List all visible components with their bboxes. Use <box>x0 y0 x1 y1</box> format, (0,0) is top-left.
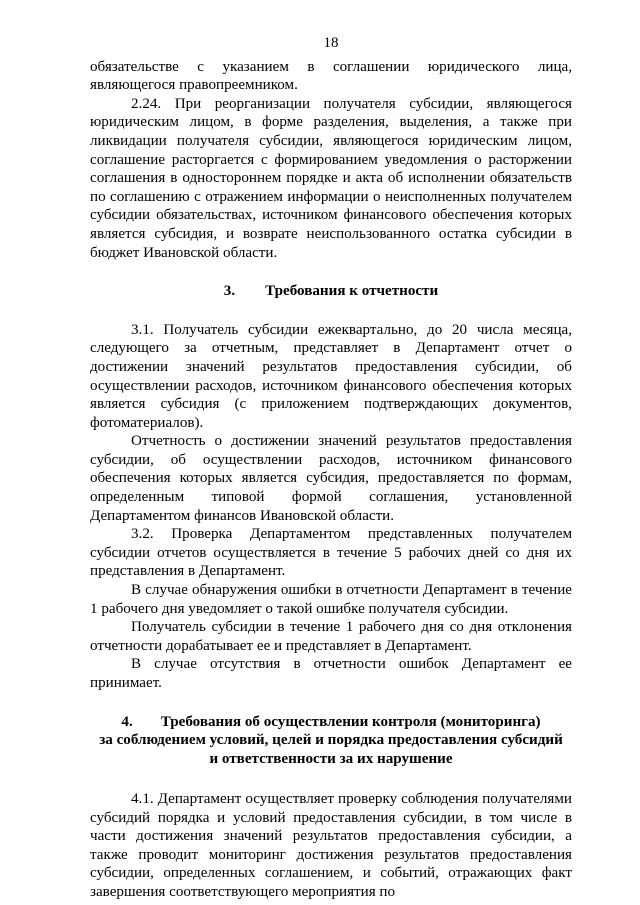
section-3-heading <box>90 282 572 301</box>
section-3-number: 3. <box>223 283 236 300</box>
section-4-title-line-3: и ответственности за их нарушение <box>209 751 453 768</box>
paragraph-intro: обязательстве с указанием в соглашении юридического лица, являющегося правопреемником. <box>90 58 572 94</box>
paragraph-error-found: В случае обнаружения ошибки в отчетности Департамент в течение 1 рабочего дня уведомляет о такой ошибке получателя субсидии. <box>90 582 572 617</box>
page-number: 18 <box>323 35 339 51</box>
section-4-title-line-2: за соблюдением условий, целей и порядка предоставления субсидий <box>99 732 563 749</box>
section-4-title-line-1: 4. Требования об осуществлении контроля (мониторинга) <box>121 713 541 730</box>
section-4-heading <box>90 713 572 769</box>
paragraph-3-2: 3.2. Проверка Департаментом представленных получателем субсидии отчетов осуществляется в течение 5 рабочих дней со дня их представления в Департамент. <box>90 526 572 580</box>
paragraph-report-form: Отчетность о достижении значений результатов предоставления субсидии, об осуществлении расходов, источником финансового обеспечения которых является субсидия, предоставляется по формам, определенным типовой формой соглашения, установленной Департаментом финансов Ивановской области. <box>90 433 572 524</box>
section-3-title: Требования к отчетности <box>265 283 439 300</box>
paragraph-recipient-fix: Получатель субсидии в течение 1 рабочего дня со дня отклонения отчетности дорабатывает ее и представляет в Департамент. <box>90 619 572 654</box>
paragraph-4-1: 4.1. Департамент осуществляет проверку соблюдения получателями субсидий порядка и условий предоставления субсидии, в том числе в части достижения значений результатов предоставления субсидии, а также проводит мониторинг достижения результатов предоставления субсидии, определенных соглашением, и событий, отражающих факт завершения соответствующего мероприятия по <box>90 790 572 900</box>
paragraph-no-errors: В случае отсутствия в отчетности ошибок Департамент ее принимает. <box>90 656 572 691</box>
section-4-number: 4. <box>121 713 133 730</box>
paragraph-3-1: 3.1. Получатель субсидии ежеквартально, до 20 числа месяца, следующего за отчетным, представляет в Департамент отчет о достижении значений результатов предоставления субсидии, об осуществлении расходов, источником финансового обеспечения которых является субсидия (с приложением подтверждающих документов, фотоматериалов). <box>90 321 572 431</box>
paragraph-2-24: 2.24. При реорганизации получателя субсидии, являющегося юридическим лицом, в форме разделения, выделения, а также при ликвидации получателя субсидии, являющегося юридическим лицом, соглашение расторгается с формированием уведомления о расторжении соглашения в одностороннем порядке и акта об исполнении обязательств по соглашению с отражением информации о неисполненных получателем субсидии обязательствах, источником финансового обеспечения которых является субсидия, и возврате неиспользованного остатка субсидии в бюджет Ивановской области. <box>90 95 572 261</box>
document-page <box>90 34 572 902</box>
